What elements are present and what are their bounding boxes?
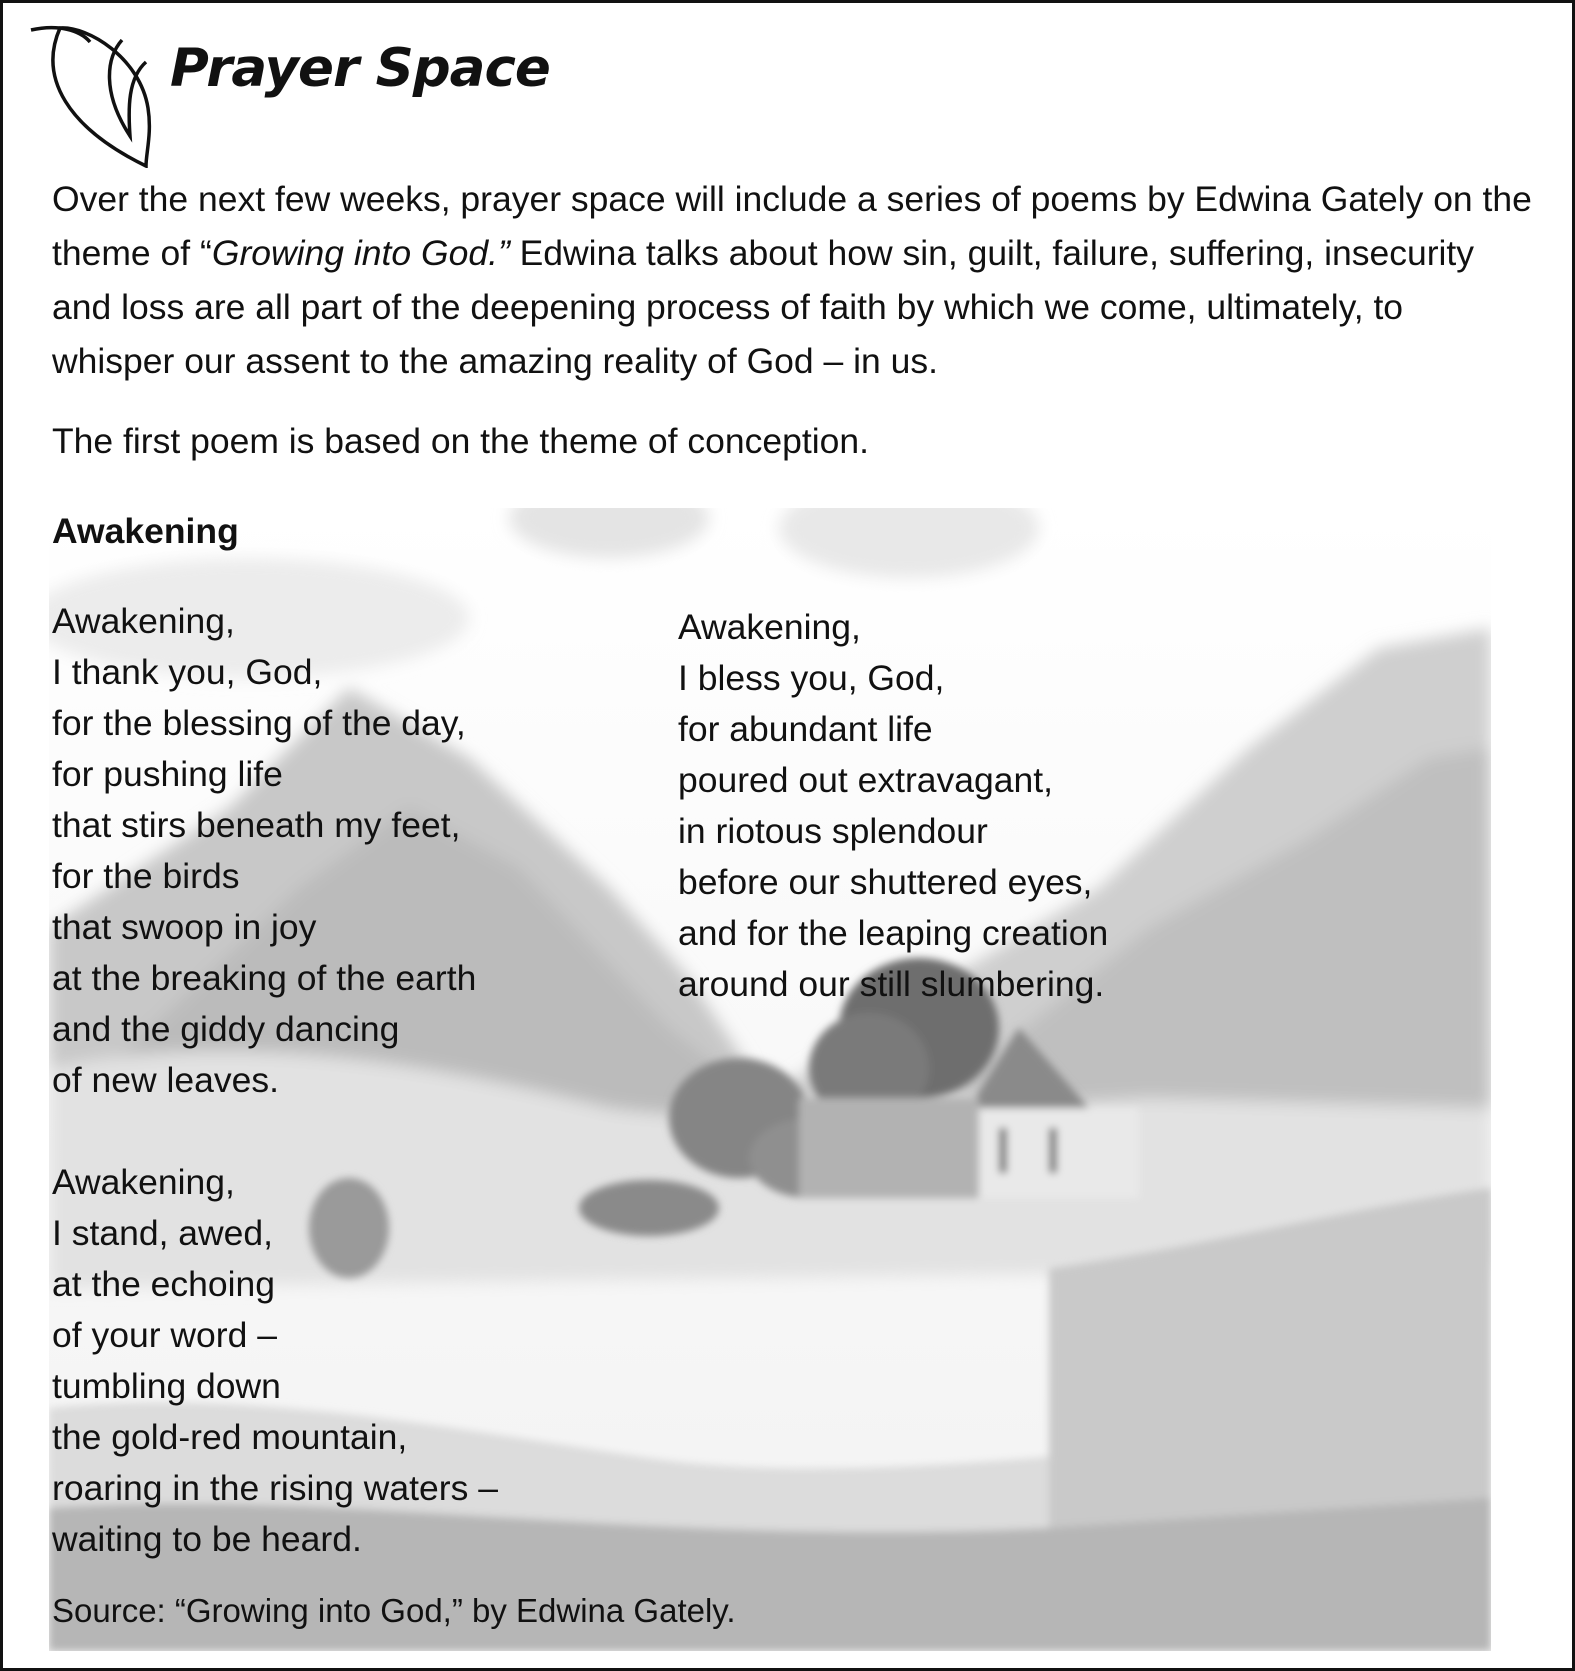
poem-line: roaring in the rising waters –	[52, 1468, 498, 1508]
poem-line: I thank you, God,	[52, 652, 323, 692]
poem-line: waiting to be heard.	[52, 1519, 362, 1559]
poem-line: that stirs beneath my feet,	[52, 805, 461, 845]
source-citation: Source: “Growing into God,” by Edwina Gately.	[52, 1592, 736, 1629]
poem-line: and for the leaping creation	[678, 913, 1109, 953]
poem-line: Awakening,	[678, 607, 861, 647]
poem-line: that swoop in joy	[52, 907, 317, 947]
poem-line: I bless you, God,	[678, 658, 945, 698]
poem-line: at the breaking of the earth	[52, 958, 477, 998]
poem-line: for the birds	[52, 856, 240, 896]
poem-title: Awakening	[52, 511, 239, 551]
poem-line: of your word –	[52, 1315, 277, 1355]
poem-line: of new leaves.	[52, 1060, 279, 1100]
leaf-icon	[28, 18, 168, 168]
first-poem-note: The first poem is based on the theme of conception.	[52, 421, 869, 461]
poem-stanza-2	[52, 1157, 498, 1565]
poem-line: and the giddy dancing	[52, 1009, 400, 1049]
poem-line: for pushing life	[52, 754, 283, 794]
poem-stanza-1	[52, 596, 476, 1106]
intro-text-start: Over the next few weeks, prayer space will include a series of poems by Edwina Gately on the theme of “	[52, 179, 1532, 273]
poem-line: poured out extravagant,	[678, 760, 1053, 800]
poem-line: at the echoing	[52, 1264, 276, 1304]
poem-line: around our still slumbering.	[678, 964, 1105, 1004]
poem-line: I stand, awed,	[52, 1213, 274, 1253]
page-title: Prayer Space	[170, 38, 550, 99]
poem-line: tumbling down	[52, 1366, 281, 1406]
poem-line: for the blessing of the day,	[52, 703, 466, 743]
intro-paragraph	[52, 172, 1532, 388]
intro-theme: Growing into God.”	[211, 233, 510, 273]
poem-line: for abundant life	[678, 709, 933, 749]
poem-line: Awakening,	[52, 601, 235, 641]
poem-line: Awakening,	[52, 1162, 235, 1202]
poem-line: the gold-red mountain,	[52, 1417, 408, 1457]
intro-text-end: Edwina talks about how sin, guilt, failure, suffering, insecurity and loss are all part of the deepening process of faith by which we come, ultimately, to whisper our assent to the amazing reality of God – in us.	[52, 233, 1475, 381]
poem-line: before our shuttered eyes,	[678, 862, 1093, 902]
poem-line: in riotous splendour	[678, 811, 988, 851]
poem-stanza-3	[678, 602, 1108, 1010]
